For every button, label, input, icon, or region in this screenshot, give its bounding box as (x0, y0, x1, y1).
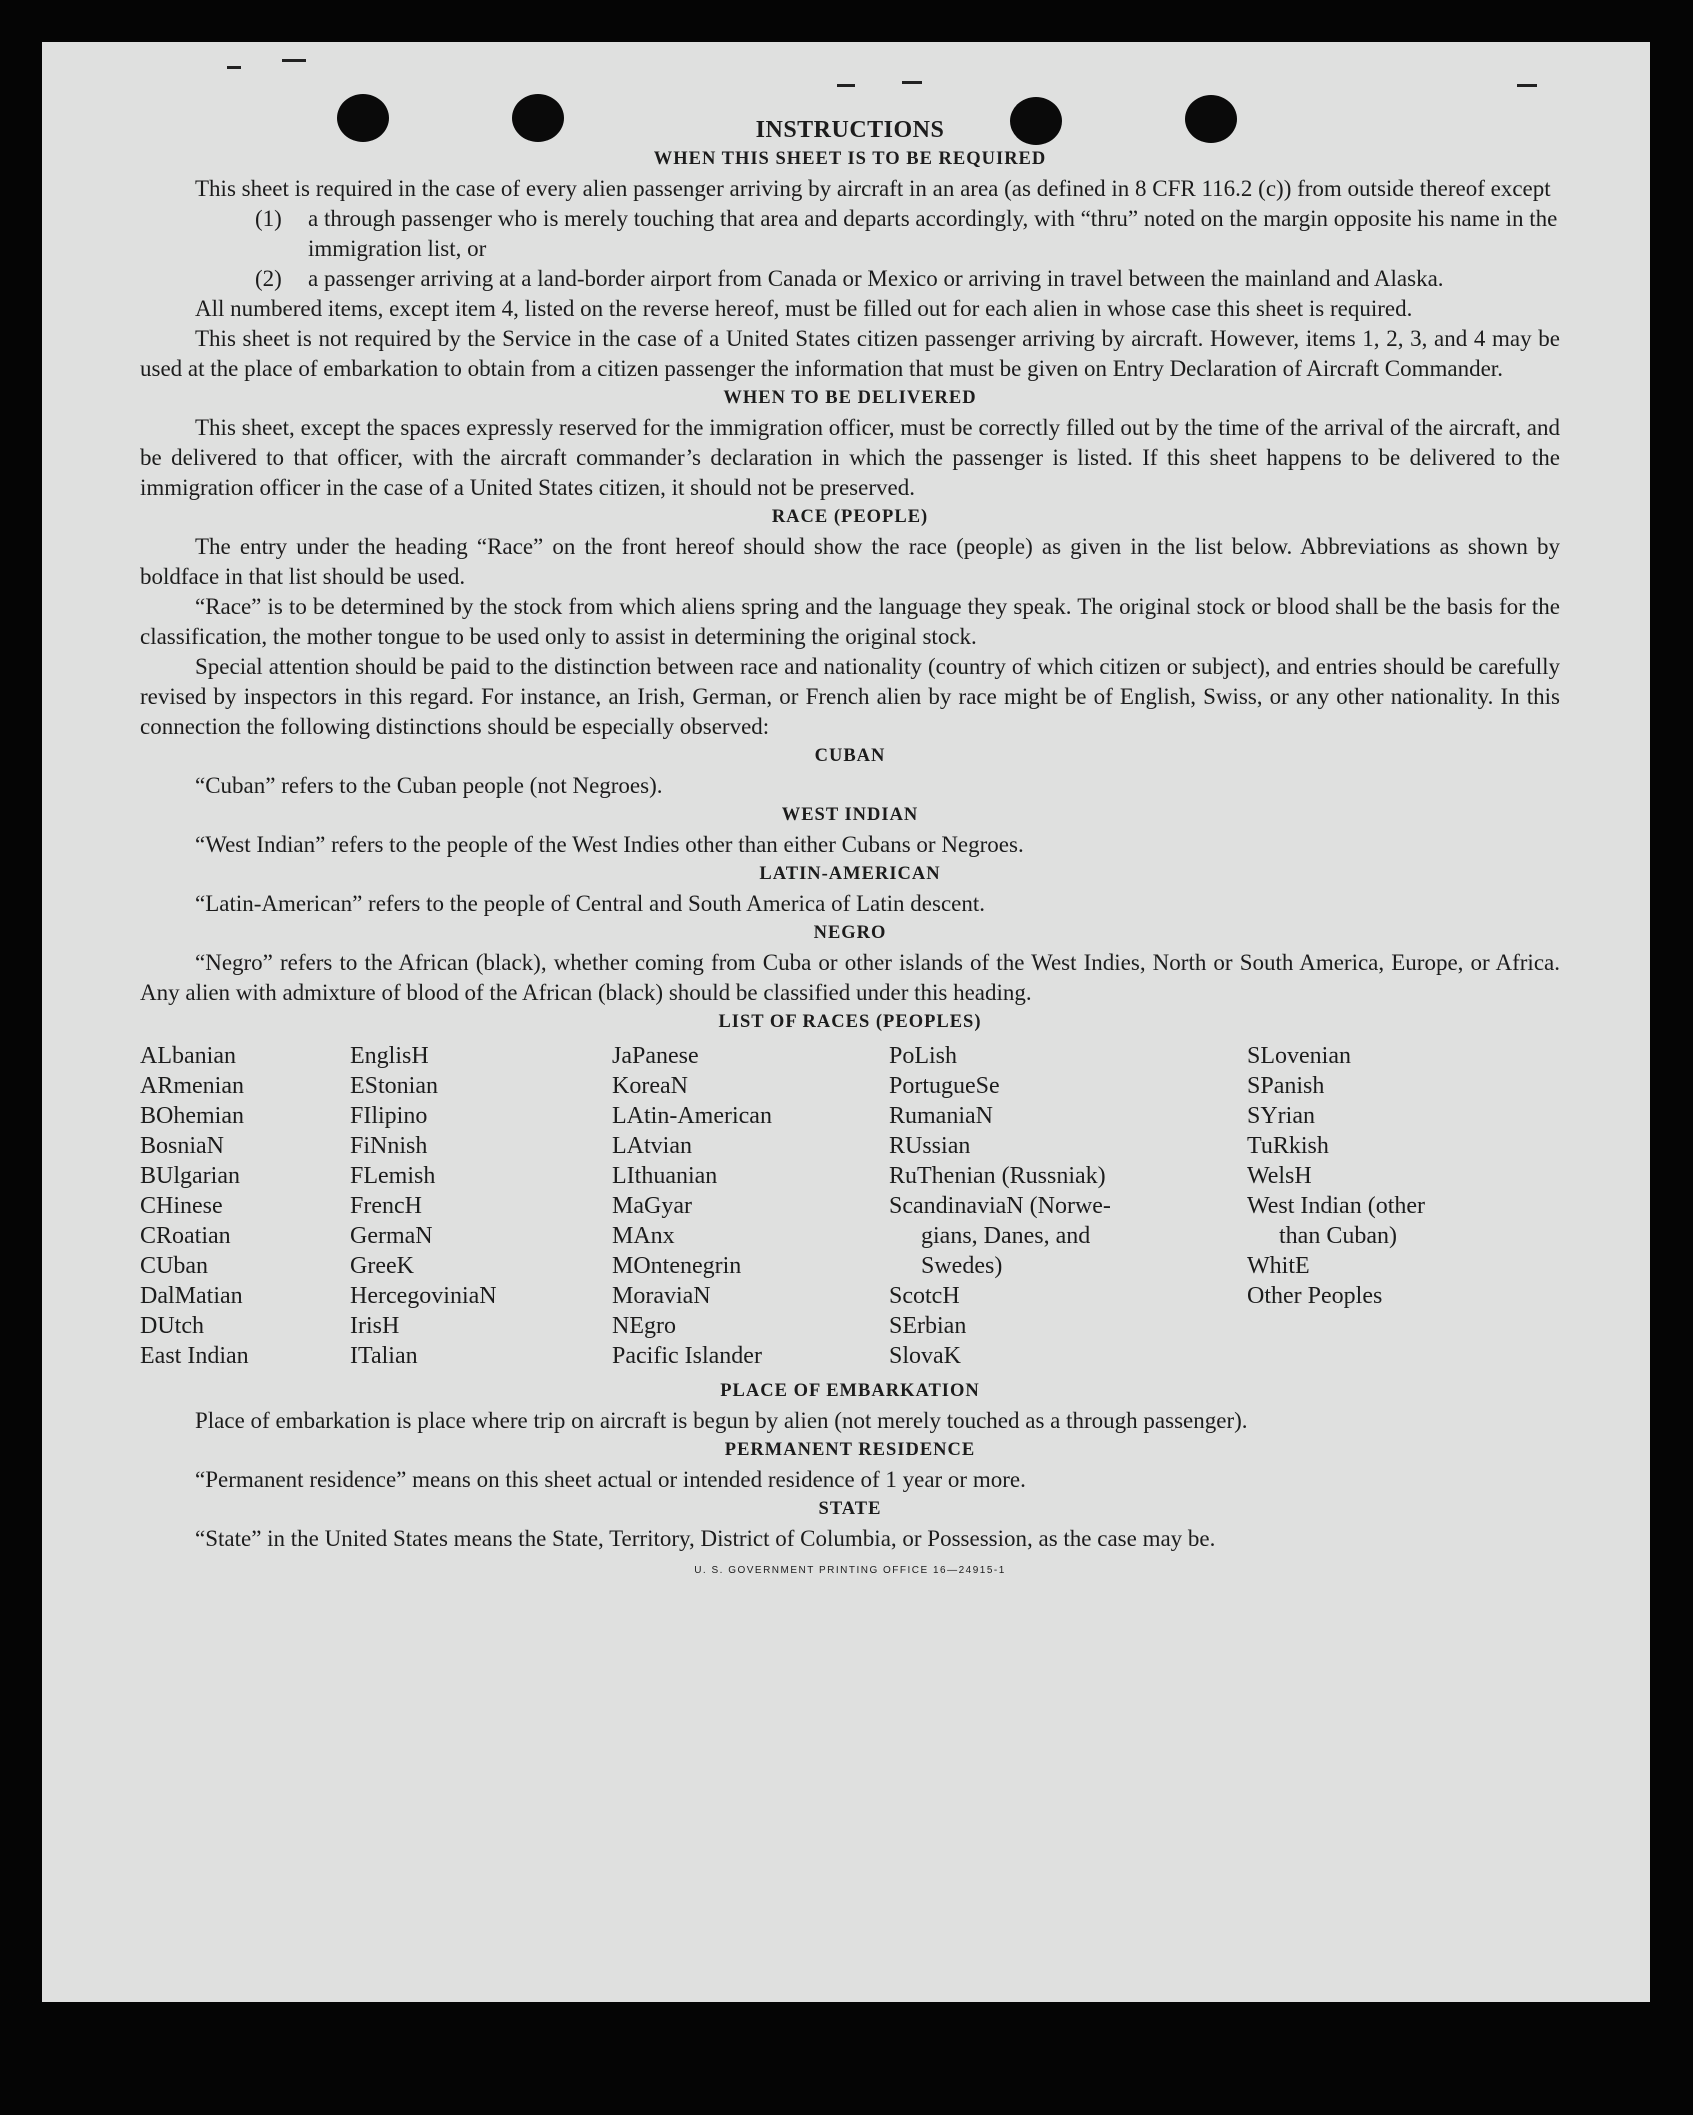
races-column (889, 1041, 1247, 1371)
race-item: MoraviaN (612, 1283, 711, 1309)
race-item: RuThenian (Russniak) (889, 1163, 1106, 1189)
race-item: FiNnish (350, 1133, 428, 1159)
race-item: NEgro (612, 1313, 676, 1339)
embarkation-text: Place of embarkation is place where trip on aircraft is begun by alien (not merely touched as a through passenger). (195, 1408, 1248, 1433)
race-item: FIlipino (350, 1103, 428, 1129)
race-item: MaGyar (612, 1193, 692, 1219)
scan-mark (282, 59, 306, 62)
race-item: TuRkish (1247, 1133, 1329, 1159)
race-item: CUban (140, 1253, 208, 1279)
exception-number: (1) (255, 206, 282, 231)
exception-text: a passenger arriving at a land-border airport from Canada or Mexico or arriving in travel between the mainland and Alaska. (308, 266, 1444, 291)
cuban-text: “Cuban” refers to the Cuban people (not Negroes). (195, 773, 663, 798)
race-item: WhitE (1247, 1253, 1310, 1279)
race-item: ScotcH (889, 1283, 960, 1309)
race-item: HercegoviniaN (350, 1283, 497, 1309)
citizen-note: This sheet is not required by the Service in the case of a United States citizen passenger arriving by aircraft. However, items 1, 2, 3, and 4 may be used at the place of embarkation to obtain from a citizen passenger the information that must be given on Entry Declaration of Aircraft Commander. (140, 326, 1560, 381)
race-item-continuation: than Cuban) (1279, 1223, 1397, 1249)
race-item: LAtvian (612, 1133, 692, 1159)
exception-item (140, 204, 1560, 264)
race-item: RumaniaN (889, 1103, 993, 1129)
race-item: EnglisH (350, 1043, 429, 1069)
race-item-continuation: gians, Danes, and (921, 1223, 1091, 1249)
latin-american-text: “Latin-American” refers to the people of Central and South America of Latin descent. (195, 891, 985, 916)
race-item: East Indian (140, 1343, 249, 1369)
races-column (140, 1041, 350, 1371)
scan-mark (1517, 84, 1537, 87)
race-item: RUssian (889, 1133, 971, 1159)
embarkation-heading: PLACE OF EMBARKATION (720, 1381, 980, 1401)
race-item: IrisH (350, 1313, 400, 1339)
race-item: FrencH (350, 1193, 422, 1219)
races-column (1247, 1041, 1507, 1371)
scan-mark (902, 81, 922, 84)
instructions-document (140, 115, 1560, 1586)
when-delivered-heading: WHEN TO BE DELIVERED (723, 388, 977, 408)
race-paragraph-3: Special attention should be paid to the distinction between race and nationality (country of which citizen or subject), and entries should be carefully revised by inspectors in this regard. For instance, an Irish, German, or French alien by race might be of English, Swiss, or any other nationality. In this connection the following distinctions should be especially observed: (140, 654, 1560, 739)
exception-text: a through passenger who is merely touching that area and departs accordingly, with “thru” noted on the margin opposite his name in the immigration list, or (308, 206, 1558, 261)
race-item: West Indian (other (1247, 1193, 1426, 1219)
race-heading: RACE (PEOPLE) (771, 507, 929, 527)
race-item: LIthuanian (612, 1163, 718, 1189)
race-item: FLemish (350, 1163, 436, 1189)
race-item (1247, 1221, 1507, 1251)
residence-text: “Permanent residence” means on this sheet actual or intended residence of 1 year or more. (195, 1467, 1026, 1492)
exception-number: (2) (255, 266, 282, 291)
exception-item (140, 264, 1560, 294)
race-item: GermaN (350, 1223, 433, 1249)
negro-heading: NEGRO (813, 923, 887, 943)
when-delivered-text: This sheet, except the spaces expressly reserved for the immigration officer, must be correctly filled out by the time of the arrival of the aircraft, and be delivered to that officer, with the aircraft commander’s declaration in which the passenger is listed. If this sheet happens to be delivered to the immigration officer in the case of a United States citizen, it should not be preserved. (140, 415, 1560, 500)
race-item (889, 1221, 1247, 1251)
race-item: CHinese (140, 1193, 223, 1219)
printing-office-footer: U. S. GOVERNMENT PRINTING OFFICE 16—24915-1 (694, 1565, 1006, 1576)
race-item: WelsH (1247, 1163, 1312, 1189)
race-item: CRoatian (140, 1223, 231, 1249)
state-text: “State” in the United States means the State, Territory, District of Columbia, or Possession, as the case may be. (195, 1526, 1216, 1551)
race-item: SErbian (889, 1313, 967, 1339)
race-item: SPanish (1247, 1073, 1325, 1099)
race-item (889, 1251, 1247, 1281)
race-item: GreeK (350, 1253, 414, 1279)
race-item: DalMatian (140, 1283, 243, 1309)
race-item: EStonian (350, 1073, 438, 1099)
race-item-continuation: Swedes) (921, 1253, 1003, 1279)
races-column (350, 1041, 612, 1371)
race-item: JaPanese (612, 1043, 699, 1069)
scan-mark (837, 84, 855, 87)
race-item: DUtch (140, 1313, 204, 1339)
when-required-heading: WHEN THIS SHEET IS TO BE REQUIRED (653, 149, 1047, 169)
races-list-heading: LIST OF RACES (PEOPLES) (718, 1012, 982, 1032)
race-item: SLovenian (1247, 1043, 1351, 1069)
race-item: SYrian (1247, 1103, 1315, 1129)
when-required-intro: This sheet is required in the case of every alien passenger arriving by aircraft in an area (as defined in 8 CFR 116.2 (c)) from outside thereof except (195, 176, 1551, 201)
race-item: SlovaK (889, 1343, 961, 1369)
race-item: Pacific Islander (612, 1343, 762, 1369)
west-indian-text: “West Indian” refers to the people of the West Indies other than either Cubans or Negroes. (195, 832, 1024, 857)
race-item: ScandinaviaN (Norwe- (889, 1193, 1111, 1219)
race-item: ARmenian (140, 1073, 244, 1099)
race-item: LAtin-American (612, 1103, 772, 1129)
race-paragraph-1: The entry under the heading “Race” on the front hereof should show the race (people) as given in the list below. Abbreviations as shown by boldface in that list should be used. (140, 534, 1560, 589)
state-heading: STATE (818, 1499, 882, 1519)
race-item: KoreaN (612, 1073, 688, 1099)
residence-heading: PERMANENT RESIDENCE (724, 1440, 976, 1460)
scan-mark (227, 66, 241, 69)
cuban-heading: CUBAN (814, 746, 886, 766)
race-item: ALbanian (140, 1043, 236, 1069)
races-column (612, 1041, 889, 1371)
negro-text: “Negro” refers to the African (black), whether coming from Cuba or other islands of the West Indies, North or South America, Europe, or Africa. Any alien with admixture of blood of the African (black) should be classified under this heading. (140, 950, 1560, 1005)
race-item: MAnx (612, 1223, 675, 1249)
page-title: INSTRUCTIONS (755, 117, 945, 143)
race-item: PortugueSe (889, 1073, 1000, 1099)
races-list (140, 1041, 1560, 1371)
numbered-items-note: All numbered items, except item 4, listed on the reverse hereof, must be filled out for each alien in whose case this sheet is required. (195, 296, 1413, 321)
race-item: PoLish (889, 1043, 958, 1069)
race-item: Other Peoples (1247, 1283, 1383, 1309)
race-item: MOntenegrin (612, 1253, 742, 1279)
race-paragraph-2: “Race” is to be determined by the stock from which aliens spring and the language they speak. The original stock or blood shall be the basis for the classification, the mother tongue to be used only to assist in determining the original stock. (140, 594, 1560, 649)
race-item: ITalian (350, 1343, 418, 1369)
race-item: BosniaN (140, 1133, 224, 1159)
race-item: BUlgarian (140, 1163, 240, 1189)
west-indian-heading: WEST INDIAN (781, 805, 919, 825)
race-item: BOhemian (140, 1103, 244, 1129)
latin-american-heading: LATIN-AMERICAN (759, 864, 941, 884)
